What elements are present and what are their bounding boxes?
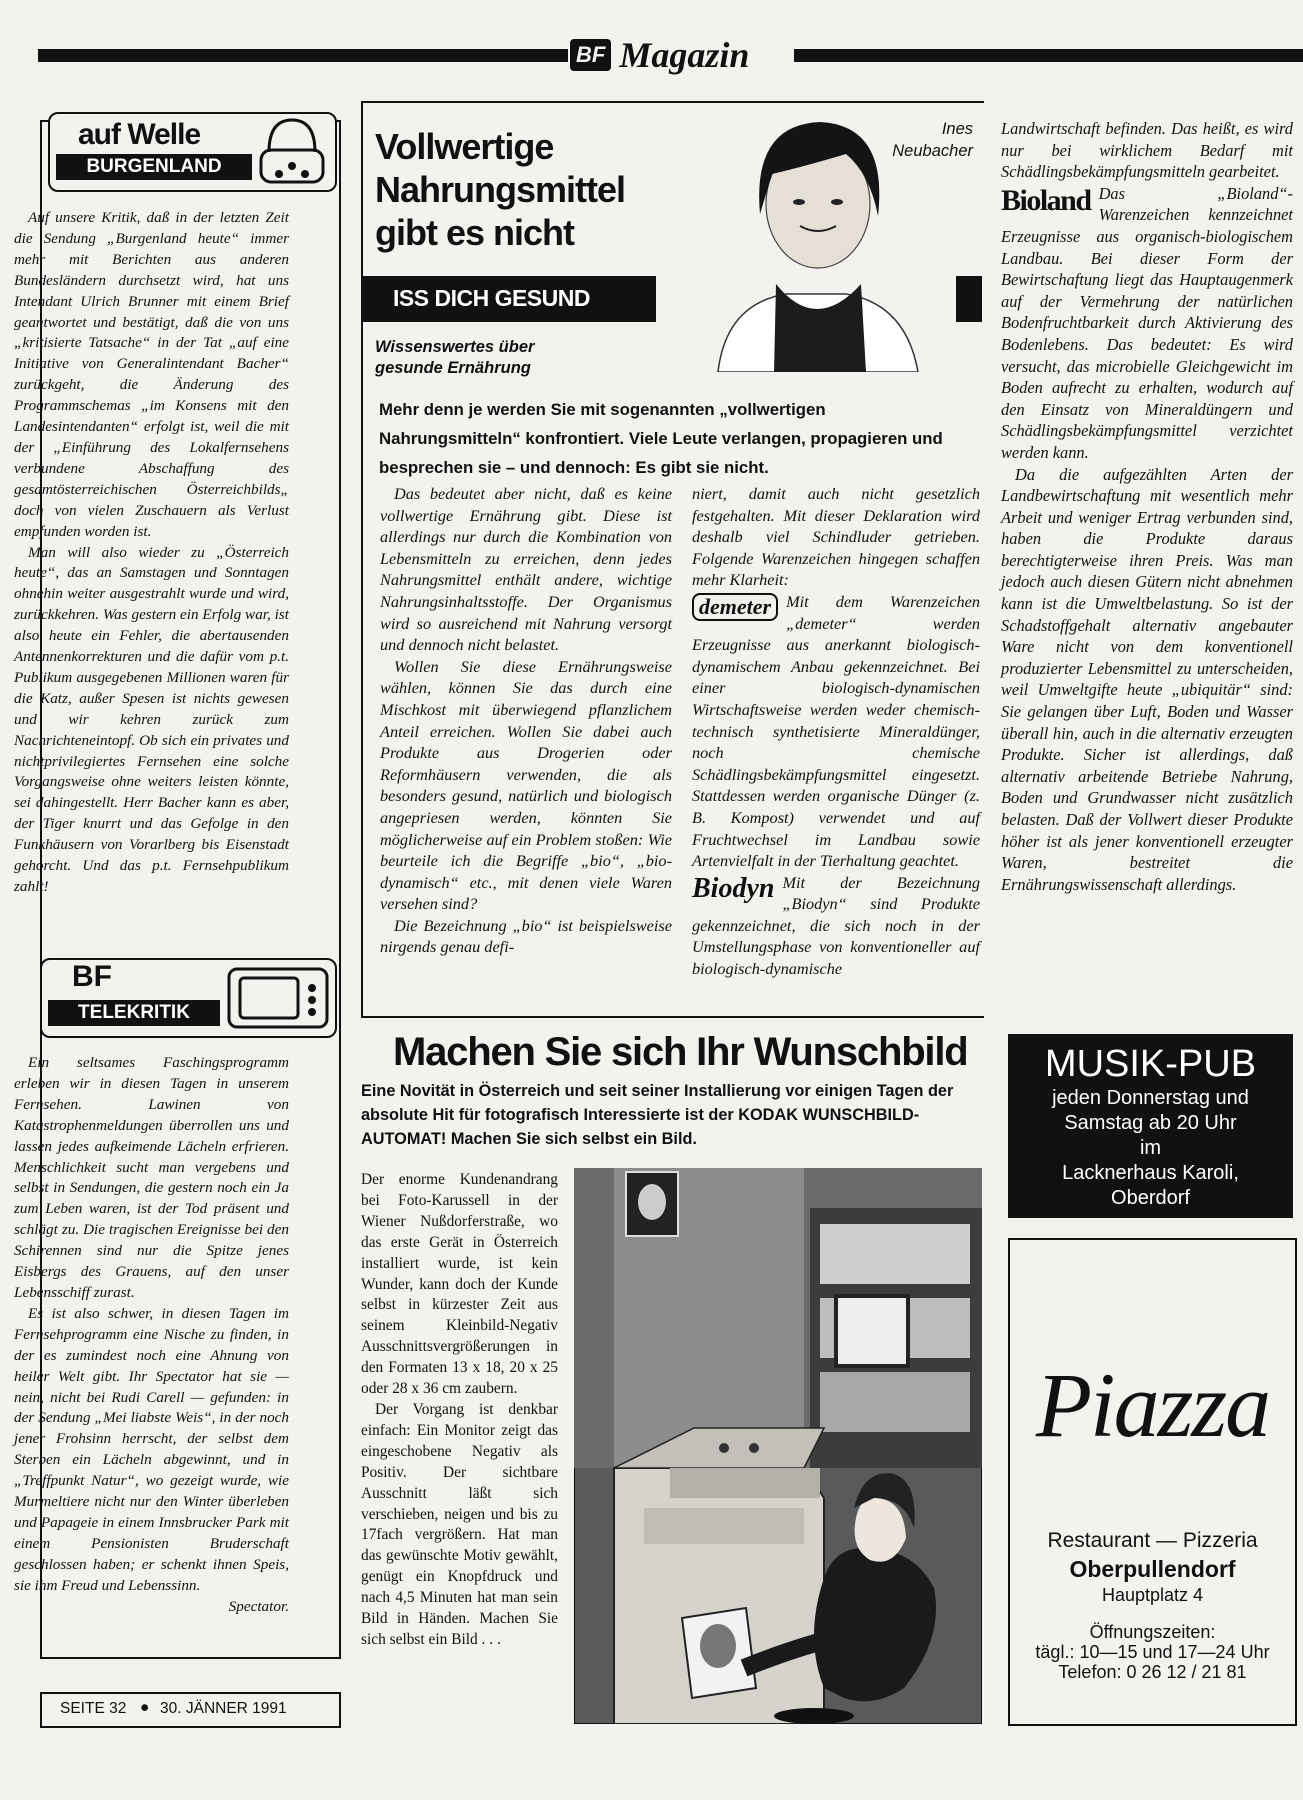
welle-title-top: auf Welle (78, 118, 201, 151)
pub-line: Lacknerhaus Karoli, (1062, 1162, 1239, 1184)
kodak-paragraph: Der Vorgang ist denkbar einfach: Ein Monitor zeigt das eingeschobene Negativ als Positiv. Der sichtbare Ausschnitt läßt sich verschieben, neigen und bis zu 17fach vergrößern. Hat man das gewünschte Motiv gewählt, genügt ein Knopfdruck und nach 4,5 Minuten hat man sein Bild in Händen. Machen Sie sich selbst ein Bild . . . (361, 1400, 558, 1648)
article-paragraph: Landwirtschaft befinden. Das heißt, es wird nur bei wirklichem Bedarf mit Schädlingsbekämpfungsmitteln gearbeitet. (1001, 119, 1293, 182)
welle-paragraph: Man will also wieder zu „Österreich heute“, das an Samstagen und Sonntagen ohnehin weiter ausgestrahlt wurde und wird, zurückkehren. Was gestern ein Erfolg war, ist also heute ein Fehler, die abertausenden Antennenkorrekturen und die dafür vom p.t. Publikum ausgegebenen Millionen waren für die Katz, außer Spesen ist nichts gewesen und wir kehren zurück zum Nachrichteneintopf. Ob sich ein privates und nichtprivilegiertes Fernsehen eine solche Vorgangsweise ohne weiters leisten könnte, sei dahingestellt. Herr Bacher kann es aber, der Tiger knurrt und das Gefolge in den Funkhäusern von Vorarlberg bis Eisenstadt gehorcht. Und das p.t. Fernsehpublikum zahlt! (14, 543, 289, 895)
radio-icon (255, 116, 329, 186)
telekritik-paragraph: Es ist also schwer, in diesen Tagen im Fernsehprogramm eine Nische zu finden, in der es zumindest noch eine Ahnung von heiler Welt gibt. Ihr Spectator hat sie — nein, nicht bei Rudi Carell — gefunden: in der Sendung „Mei liabste Weis“, in der noch jener Frohsinn herrscht, der selbst dem Sterben ein Lächeln abgewinnt, und in „Treffpunkt Natur“, wo gezeigt wurde, wie Murmeltiere nicht nur den Winter überleben und Papageie in einem Innsbrucker Park mit einem Pensionisten Bruderschaft geschlossen haben; er schenkt ihnen Speis, sie ihm Freud und Lebenssinn. (14, 1304, 289, 1594)
kodak-column (361, 1170, 558, 1651)
footer-date: 30. JÄNNER 1991 (160, 1700, 287, 1717)
welle-title-bottom: BURGENLAND (56, 154, 252, 180)
bioland-logo: Bioland (1001, 183, 1091, 217)
bf-magazin-logo (570, 33, 790, 77)
tv-icon (226, 966, 330, 1030)
piazza-hours: tägl.: 10—15 und 17—24 Uhr (1035, 1642, 1270, 1662)
telekritik-signature: Spectator. (228, 1597, 289, 1615)
musik-pub-ad (1008, 1034, 1293, 1218)
logo-bf: BF (570, 39, 611, 71)
telekritik-heading (40, 958, 337, 1038)
telekritik-title-top: BF (72, 960, 112, 993)
article-column-1 (380, 483, 672, 958)
footer-page: SEITE 32 (60, 1700, 127, 1717)
kodak-headline: Machen Sie sich Ihr Wunschbild (393, 1030, 968, 1074)
piazza-phone: Telefon: 0 26 12 / 21 81 (1058, 1662, 1247, 1682)
welle-heading (48, 112, 337, 192)
bioland-paragraph (1001, 183, 1293, 464)
article-paragraph: Das bedeutet aber nicht, daß es keine vollwertige Ernährung gibt. Diese ist allerdings nur durch die Kombination von Lebensmitteln zu erreichen, denn jedes Nahrungsmittel enthält andere, wichtige Nahrungsinhaltsstoffe. Der Organismus wird so ausreichend mit Nahrung versorgt und dennoch nicht belastet. (380, 484, 672, 655)
demeter-paragraph (692, 591, 980, 872)
logo-magazin: Magazin (619, 35, 750, 75)
telekritik-title-bottom: TELEKRITIK (48, 1000, 220, 1026)
biodyn-logo: Biodyn (692, 872, 775, 904)
piazza-address: Hauptplatz 4 (1101, 1585, 1204, 1605)
pub-line: jeden Donnerstag und (1052, 1087, 1249, 1109)
pub-line: Oberdorf (1111, 1187, 1190, 1209)
kodak-lead: Eine Novität in Österreich und seit seiner Installierung vor einigen Tagen der absolute Hit für fotografisch Interessierte ist der KODAK WUNSCHBILD-AUTOMAT! Machen Sie sich selbst ein Bild. (361, 1082, 954, 1148)
bioland-text: Das „Bioland“-Warenzeichen kennzeichnet Erzeugnisse aus organisch-biologischem Landbau. Bei dieser Form der Bewirtschaftung liegt das Hauptaugenmerk auf der Vermehrung der natürlichen Bodenfruchtbarkeit durch Aktivierung des Bodenlebens. Das bedeutet: Es wird versucht, das microbielle Gleichgewicht im Boden aufrecht zu erhalten, wodurch auf den Einsatz von Mineraldüngern und Schädlingsbekämpfungsmittel verzichtet werden kann. (1001, 183, 1293, 462)
article-paragraph: Wollen Sie diese Ernährungsweise wählen, können Sie das durch eine Mischkost mit überwiegend pflanzlichem Anteil erreichen. Wollen Sie dabei auch Produkte aus Drogerien oder Reformhäusern verwenden, die als besonders gesund, natürlich und biologisch angepriesen werden, könnten Sie möglicherweise auf ein Problem stoßen: Wie beurteile ich die Begriffe „bio“, „bio-dynamisch“ etc., mit denen viele Waren versehen sind? (380, 656, 672, 914)
telekritik-paragraph: Ein seltsames Faschingsprogramm erleben wir in diesen Tagen in unserem Fernsehen. Lawinen von Katastrophenmeldungen überrollen uns und lassen jedes aufkeimende Lächeln erfrieren. Menschlichkeit sucht man vergebens und selbst in Sendungen, die gestern noch ein Ja zum Leben waren, ist der Tod präsent und schlägt zu. Die tragischen Ereignisse bei den Schirennen sind nur die Spitze jenes Eisbergs des Grauens, auf den unser Lebensschiff zurast. (14, 1054, 289, 1301)
article-lead: Mehr denn je werden Sie mit sogenannten „vollwertigen Nahrungsmitteln“ konfrontiert. Viele Leute verlangen, propagieren und besprechen sie – und dennoch: Es gibt sie nicht. (379, 400, 943, 477)
header-rule-right (794, 49, 1303, 62)
article-subtitle: Wissenswertes über gesunde Ernährung (375, 338, 535, 377)
pub-line: Samstag ab 20 Uhr (1064, 1112, 1237, 1134)
piazza-hours-label: Öffnungszeiten: (1089, 1622, 1216, 1642)
article-paragraph: Die Bezeichnung „bio“ ist beispielsweise nirgends genau defi- (380, 915, 672, 957)
welle-paragraph: Auf unsere Kritik, daß in der letzten Zeit die Sendung „Burgenland heute“ immer mehr mit Berichten aus anderen Bundesländern durchsetzt wird, hat uns Intendant Ulrich Brunner mit einem Brief geantwortet und bestätigt, daß die von uns „kritisierte Tatsache“ in der Tat „auf eine Initiative von Generalintendant Bacher“ zurückgeht, die Änderung des Programmschemas „im Konsens mit den Landesintendanten“ erfolgt ist, weil die mit der „Einführung des Lokalfernsehens verbundene Abschaffung des gesamtösterreichischen Österreichbilds„ doch von vielen Zuschauern als Verlust empfunden worden ist. (14, 209, 289, 540)
article-headline: Vollwertige Nahrungsmittel gibt es nicht (375, 126, 626, 253)
biodyn-paragraph (692, 872, 980, 980)
header-rule-left (38, 49, 568, 62)
article-paragraph: Da die aufgezählten Arten der Landbewirtschaftung mit wesentlich mehr Arbeit und weniger Ertrag verbunden sind, haben die Produkte daraus berechtigterweise ihren Preis. Was man jedoch auch diesen Gütern nicht abnehmen kann ist die Umweltbelastung. So ist der Schadstoffgehalt alternativ angebauter Ware nicht von dem konventionell produzierter Lebensmittel zu unterscheiden, weil Umweltgifte heute „ubiquitär“ sind: Sie gelangen über Luft, Boden und Wasser überall hin, auch in die alternativ erzeugten Produkte. Sicher ist allerdings, daß alternativ arbeitende Betriebe Nahrung, Boden und Grundwasser nicht zusätzlich belasten. Daß der Vollwert dieser Produkte höher ist als jener konventionell erzeugter Waren, bestreitet die Ernährungswissenschaft allerdings. (1001, 464, 1293, 894)
kodak-photo (574, 1168, 982, 1724)
piazza-ad (1008, 1238, 1297, 1726)
piazza-town: Oberpullendorf (1069, 1556, 1236, 1582)
article-author: Ines Neubacher (892, 120, 973, 160)
page-footer (40, 1692, 341, 1728)
article-column-2 (692, 483, 980, 980)
article-column-3 (1001, 118, 1293, 895)
section-title: ISS DICH GESUND (393, 285, 590, 311)
piazza-type: Restaurant — Pizzeria (1047, 1529, 1258, 1552)
demeter-logo: demeter (692, 593, 778, 621)
footer-bullet: ● (140, 1699, 150, 1716)
welle-text (14, 208, 289, 898)
pub-title: MUSIK-PUB (1044, 1043, 1257, 1085)
biodyn-text: Mit der Bezeichnung „Biodyn“ sind Produkte gekennzeichnet, die sich noch in der Umstellungsphase von konventioneller auf biologisch-dynamische (692, 872, 980, 979)
telekritik-text (14, 1053, 289, 1617)
piazza-logo: Piazza (1035, 1354, 1270, 1456)
pub-line: im (1139, 1137, 1162, 1159)
demeter-text: Mit dem Warenzeichen „demeter“ werden Erzeugnisse aus anerkannt biologisch-dynamischem Anbau gekennzeichnet. Bei einer biologisch-dynamischen Wirtschaftsweise werden weder chemisch-technisch synthetisierte Mineraldünger, noch chemische Schädlingsbekämpfungsmittel eingesetzt. Stattdessen werden organische Dünger (z. B. Kompost) verwendet und auf Fruchtwechsel im Landbau sowie Artenvielfalt in der Tierhaltung geachtet. (692, 591, 980, 871)
article-paragraph: niert, damit auch nicht gesetzlich festgehalten. Mit dieser Deklaration wird deshalb viel Schindluder getrieben. Folgende Warenzeichen hingegen schaffen mehr Klarheit: (692, 484, 980, 590)
kodak-paragraph: Der enorme Kundenandrang bei Foto-Karussell in der Wiener Nußdorferstraße, wo das erste Gerät in Österreich installiert wurde, ist kein Wunder, kann doch der Kunde selbst in kürzester Zeit aus seinem Kleinbild-Negativ Ausschnittsvergrößerungen in den Formaten 13 x 18, 20 x 25 oder 28 x 36 cm zaubern. (361, 1171, 558, 1398)
